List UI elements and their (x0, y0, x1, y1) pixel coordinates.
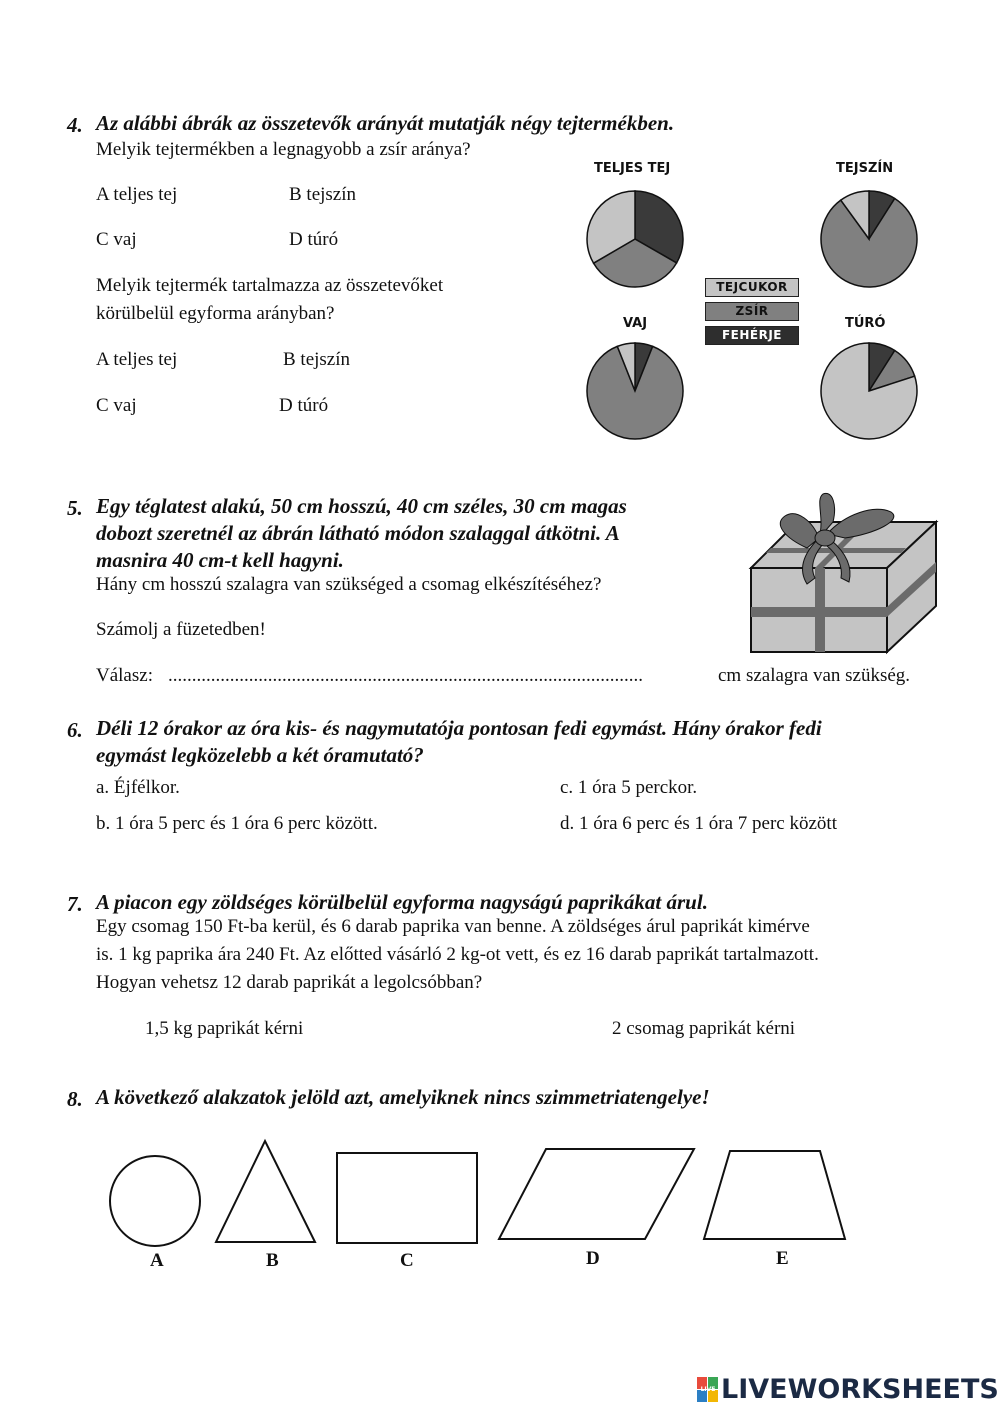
q5-number: 5. (67, 496, 83, 520)
q7-title: A piacon egy zöldséges körülbelül egyforma nagyságú paprikákat árul. (96, 890, 708, 914)
q4-title: Az alábbi ábrák az összetevők arányát mutatják négy tejtermékben. (96, 111, 675, 135)
shape-b-triangle[interactable] (216, 1141, 315, 1242)
shape-label-e: E (776, 1248, 789, 1269)
q4-question2-line2: körülbelül egyforma arányban? (96, 303, 335, 324)
q8-title: A következő alakzatok jelöld azt, amelyiknek nincs szimmetriatengelye! (96, 1085, 710, 1109)
q4-option2-b[interactable]: B tejszín (283, 349, 351, 370)
shape-label-b: B (266, 1250, 279, 1271)
q4-option1-a[interactable]: A teljes tej (96, 184, 178, 205)
pie-title-teljes-tej: TELJES TEJ (594, 161, 671, 176)
q5-title-line3: masnira 40 cm-t kell hagyni. (96, 548, 344, 572)
q7-option-2[interactable]: 2 csomag paprikát kérni (612, 1018, 796, 1039)
q6-option-d[interactable]: d. 1 óra 6 perc és 1 óra 7 perc között (560, 813, 837, 834)
q7-text-line2: is. 1 kg paprika ára 240 Ft. Az előtted vásárló 2 kg-ot vett, és ez 16 darab paprikát tartalmazott. (96, 944, 819, 965)
q8-number: 8. (67, 1087, 83, 1111)
pie-title-vaj: VAJ (623, 316, 648, 331)
q5-answer-input[interactable]: .................................................................................................... (168, 665, 643, 686)
q6-option-a[interactable]: a. Éjfélkor. (96, 777, 180, 798)
q5-title-line1: Egy téglatest alakú, 50 cm hosszú, 40 cm széles, 30 cm magas (96, 494, 627, 518)
q7-option-1[interactable]: 1,5 kg paprikát kérni (145, 1018, 304, 1039)
q5-instruction: Számolj a füzetedben! (96, 619, 266, 640)
q7-text-line3: Hogyan vehetsz 12 darab paprikát a legolcsóbban? (96, 972, 483, 993)
q5-answer-label: Válasz: (96, 665, 153, 686)
legend-feherje: FEHÉRJE (705, 326, 799, 345)
q4-option2-c[interactable]: C vaj (96, 395, 137, 416)
q6-option-b[interactable]: b. 1 óra 5 perc és 1 óra 6 perc között. (96, 813, 378, 834)
q6-title-line2: egymást legközelebb a két óramutató? (96, 743, 424, 767)
pie-title-turo: TÚRÓ (845, 316, 886, 331)
q8-shapes (100, 1135, 860, 1250)
pie-chart-turo (814, 336, 924, 446)
pie-title-tejszin: TEJSZÍN (836, 161, 894, 176)
q4-option1-c[interactable]: C vaj (96, 229, 137, 250)
q4-number: 4. (67, 113, 83, 137)
liveworksheets-logo[interactable]: LIVEWORKSHEETS (721, 1374, 999, 1405)
q7-number: 7. (67, 892, 83, 916)
pie-chart-teljes-tej (580, 184, 690, 294)
liveworksheets-logo-icon (697, 1377, 719, 1403)
q4-option2-d[interactable]: D túró (279, 395, 329, 416)
liveworksheets-logo-mark: LIVE (700, 1386, 716, 1393)
shape-label-c: C (400, 1250, 414, 1271)
q5-title-line2: dobozt szeretnél az ábrán látható módon szalaggal átkötni. A (96, 521, 620, 545)
legend-zsir: ZSÍR (705, 302, 799, 321)
shape-c-rectangle[interactable] (337, 1153, 477, 1243)
shape-e-trapezoid[interactable] (704, 1151, 845, 1239)
q4-option1-b[interactable]: B tejszín (289, 184, 357, 205)
q7-text-line1: Egy csomag 150 Ft-ba kerül, és 6 darab paprika van benne. A zöldséges árul paprikát kimérve (96, 916, 810, 937)
q4-option1-d[interactable]: D túró (289, 229, 339, 250)
shape-label-d: D (586, 1248, 600, 1269)
legend-tejcukor: TEJCUKOR (705, 278, 799, 297)
q4-question1: Melyik tejtermékben a legnagyobb a zsír aránya? (96, 139, 471, 160)
q4-question2-line1: Melyik tejtermék tartalmazza az összetevőket (96, 275, 444, 296)
q6-number: 6. (67, 718, 83, 742)
q5-question: Hány cm hosszú szalagra van szükséged a csomag elkészítéséhez? (96, 574, 602, 595)
shape-label-a: A (150, 1250, 164, 1271)
shape-d-parallelogram[interactable] (499, 1149, 694, 1239)
q4-option2-a[interactable]: A teljes tej (96, 349, 178, 370)
q6-title-line1: Déli 12 órakor az óra kis- és nagymutatója pontosan fedi egymást. Hány órakor fedi (96, 716, 822, 740)
shape-a-circle[interactable] (110, 1156, 200, 1246)
pie-chart-tejszin (814, 184, 924, 294)
q6-option-c[interactable]: c. 1 óra 5 perckor. (560, 777, 698, 798)
gift-box-illustration (745, 488, 945, 658)
q5-answer-suffix: cm szalagra van szükség. (718, 665, 911, 686)
pie-chart-vaj (580, 336, 690, 446)
